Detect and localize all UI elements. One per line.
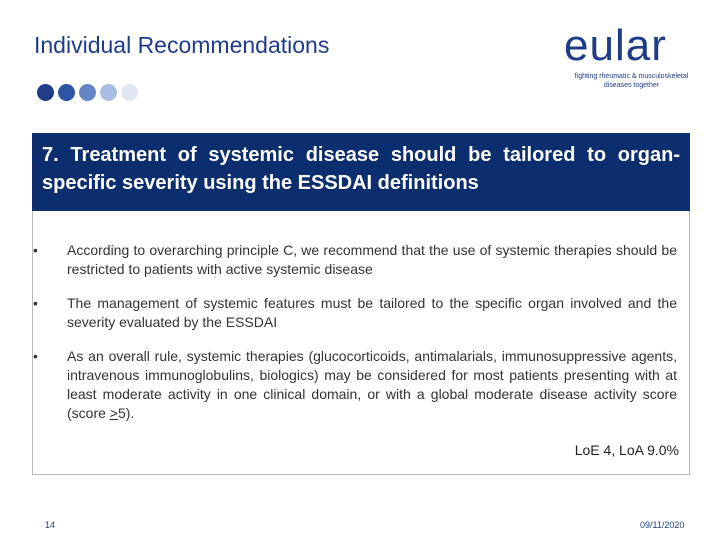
recommendation-heading: 7. Treatment of systemic disease should be tailored to organ-specific severity using the ESSDAI definitions: [32, 133, 690, 211]
progress-dots: [37, 84, 138, 101]
logo-tagline-line2: diseases together: [603, 82, 660, 89]
bullet-icon: •: [33, 242, 38, 258]
progress-dot: [37, 84, 54, 101]
list-item: [33, 241, 689, 279]
bullet-icon: •: [33, 348, 38, 364]
progress-dot: [100, 84, 117, 101]
progress-dot: [58, 84, 75, 101]
page-number: 14: [45, 520, 56, 530]
progress-dot: [121, 84, 138, 101]
progress-dot: [79, 84, 96, 101]
evidence-level: LoE 4, LoA 9.0%: [574, 442, 679, 458]
bullet-icon: •: [33, 295, 38, 311]
logo-tagline: [564, 72, 699, 90]
bullet-list: [33, 241, 689, 438]
bullet-text-part: 5).: [117, 405, 135, 421]
bullet-text: According to overarching principle C, we recommend that the use of systemic therapies should be restricted to patients with active systemic disease: [67, 242, 677, 277]
logo-tagline-line1: fighting rheumatic & musculoskeletal: [574, 73, 689, 80]
recommendation-body: [32, 211, 690, 475]
list-item: [33, 294, 689, 332]
slide-date: 09/11/2020: [640, 520, 685, 530]
bullet-text-part: As an overall rule, systemic therapies (glucocorticoids, antimalarials, immunosuppressive agents, intravenous immunoglobulins, biologics) may be considered for most patients presenting with at least moderate activity in one clinical domain, or with a global moderate disease activity score (score: [67, 348, 677, 421]
list-item: [33, 347, 689, 423]
greater-equal-symbol: >: [109, 405, 118, 421]
bullet-text: [67, 348, 677, 421]
bullet-text: The management of systemic features must be tailored to the specific organ involved and the severity evaluated by the ESSDAI: [67, 295, 677, 330]
logo-word: eular: [564, 21, 667, 70]
slide-title: Individual Recommendations: [34, 32, 330, 58]
eular-logo: [564, 21, 699, 90]
